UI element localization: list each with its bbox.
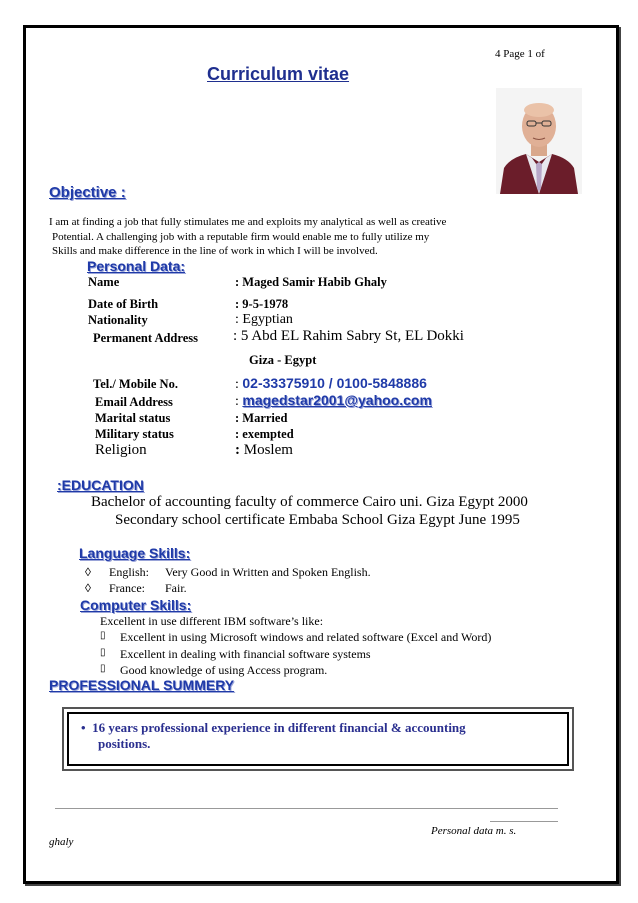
military-label: Military status	[95, 427, 174, 441]
dob-label: Date of Birth	[88, 297, 159, 311]
box-bullet-icon: ▯	[100, 647, 106, 658]
computer-skill-item: Good knowledge of using Access program.	[120, 663, 328, 677]
religion-text: Moslem	[243, 442, 293, 458]
language-name: English:	[109, 565, 150, 579]
diamond-bullet-icon: ◊	[85, 581, 91, 595]
box-bullet-icon: ▯	[100, 630, 106, 641]
footer-text-continued: ghaly	[49, 836, 74, 848]
objective-line: Potential. A challenging job with a reputable firm would enable me to fully utilize my	[52, 231, 430, 243]
language-name: France:	[109, 581, 145, 595]
footer-divider	[55, 808, 558, 809]
page-title: Curriculum vitae	[207, 64, 350, 84]
education-line: Secondary school certificate Embaba School Giza Egypt June 1995	[115, 512, 520, 528]
language-skills-heading: Language Skills:	[79, 545, 191, 561]
nationality-label: Nationality	[88, 313, 148, 327]
email-link[interactable]: magedstar2001@yahoo.com	[242, 392, 432, 408]
language-level: Very Good in Written and Spoken English.	[165, 565, 371, 579]
bullet-dot-icon: •	[81, 720, 86, 735]
phone-value: : 02-33375910 / 0100-5848886	[235, 375, 427, 392]
footer-text: Personal data m. s.	[431, 825, 517, 837]
objective-line: I am at finding a job that fully stimulates me and exploits my analytical as well as creative	[49, 216, 447, 228]
nationality-value: : Egyptian	[235, 312, 293, 327]
professional-summary-heading: PROFESSIONAL SUMMERY	[49, 677, 235, 693]
personal-data-heading: Personal Data:	[87, 258, 186, 274]
computer-skills-heading: Computer Skills:	[80, 597, 192, 613]
military-value: : exempted	[235, 427, 294, 441]
address-line2: Giza - Egypt	[249, 353, 317, 367]
computer-skill-item: Excellent in using Microsoft windows and related software (Excel and Word)	[120, 630, 492, 644]
phone-number: 02-33375910 / 0100-5848886	[242, 375, 427, 391]
computer-intro: Excellent in use different IBM software’s like:	[100, 614, 324, 628]
computer-skill-item: Excellent in dealing with financial software systems	[120, 647, 371, 661]
email-label: Email Address	[95, 395, 173, 409]
email-value: : magedstar2001@yahoo.com	[235, 392, 432, 409]
address-label: Permanent Address	[93, 331, 198, 345]
footer-divider-short	[490, 821, 558, 822]
religion-label: Religion	[95, 442, 147, 458]
objective-line: Skills and make difference in the line of work in which I will be involved.	[52, 245, 378, 257]
profile-photo	[496, 88, 582, 194]
marital-label: Marital status	[95, 411, 171, 425]
education-line: Bachelor of accounting faculty of commerce Cairo uni. Giza Egypt 2000	[91, 494, 528, 510]
phone-label: Tel./ Mobile No.	[93, 377, 178, 391]
box-bullet-icon: ▯	[100, 663, 106, 674]
objective-heading: Objective :	[49, 184, 126, 201]
summary-line: positions.	[98, 736, 151, 751]
religion-value: : Moslem	[235, 442, 293, 458]
education-heading: :EDUCATION	[57, 477, 144, 493]
summary-line: 16 years professional experience in different financial & accounting	[92, 720, 466, 735]
professional-summary-box	[67, 712, 569, 766]
summary-text	[81, 720, 466, 752]
dob-value: : 9-5-1978	[235, 297, 289, 311]
name-value: : Maged Samir Habib Ghaly	[235, 275, 387, 289]
page-number: 4 Page 1 of	[495, 48, 545, 60]
diamond-bullet-icon: ◊	[85, 565, 91, 579]
name-label: Name	[88, 275, 120, 289]
address-value: : 5 Abd EL Rahim Sabry St, EL Dokki	[233, 328, 464, 344]
person-portrait-icon	[496, 88, 582, 194]
language-level: Fair.	[165, 581, 187, 595]
marital-value: : Married	[235, 411, 288, 425]
